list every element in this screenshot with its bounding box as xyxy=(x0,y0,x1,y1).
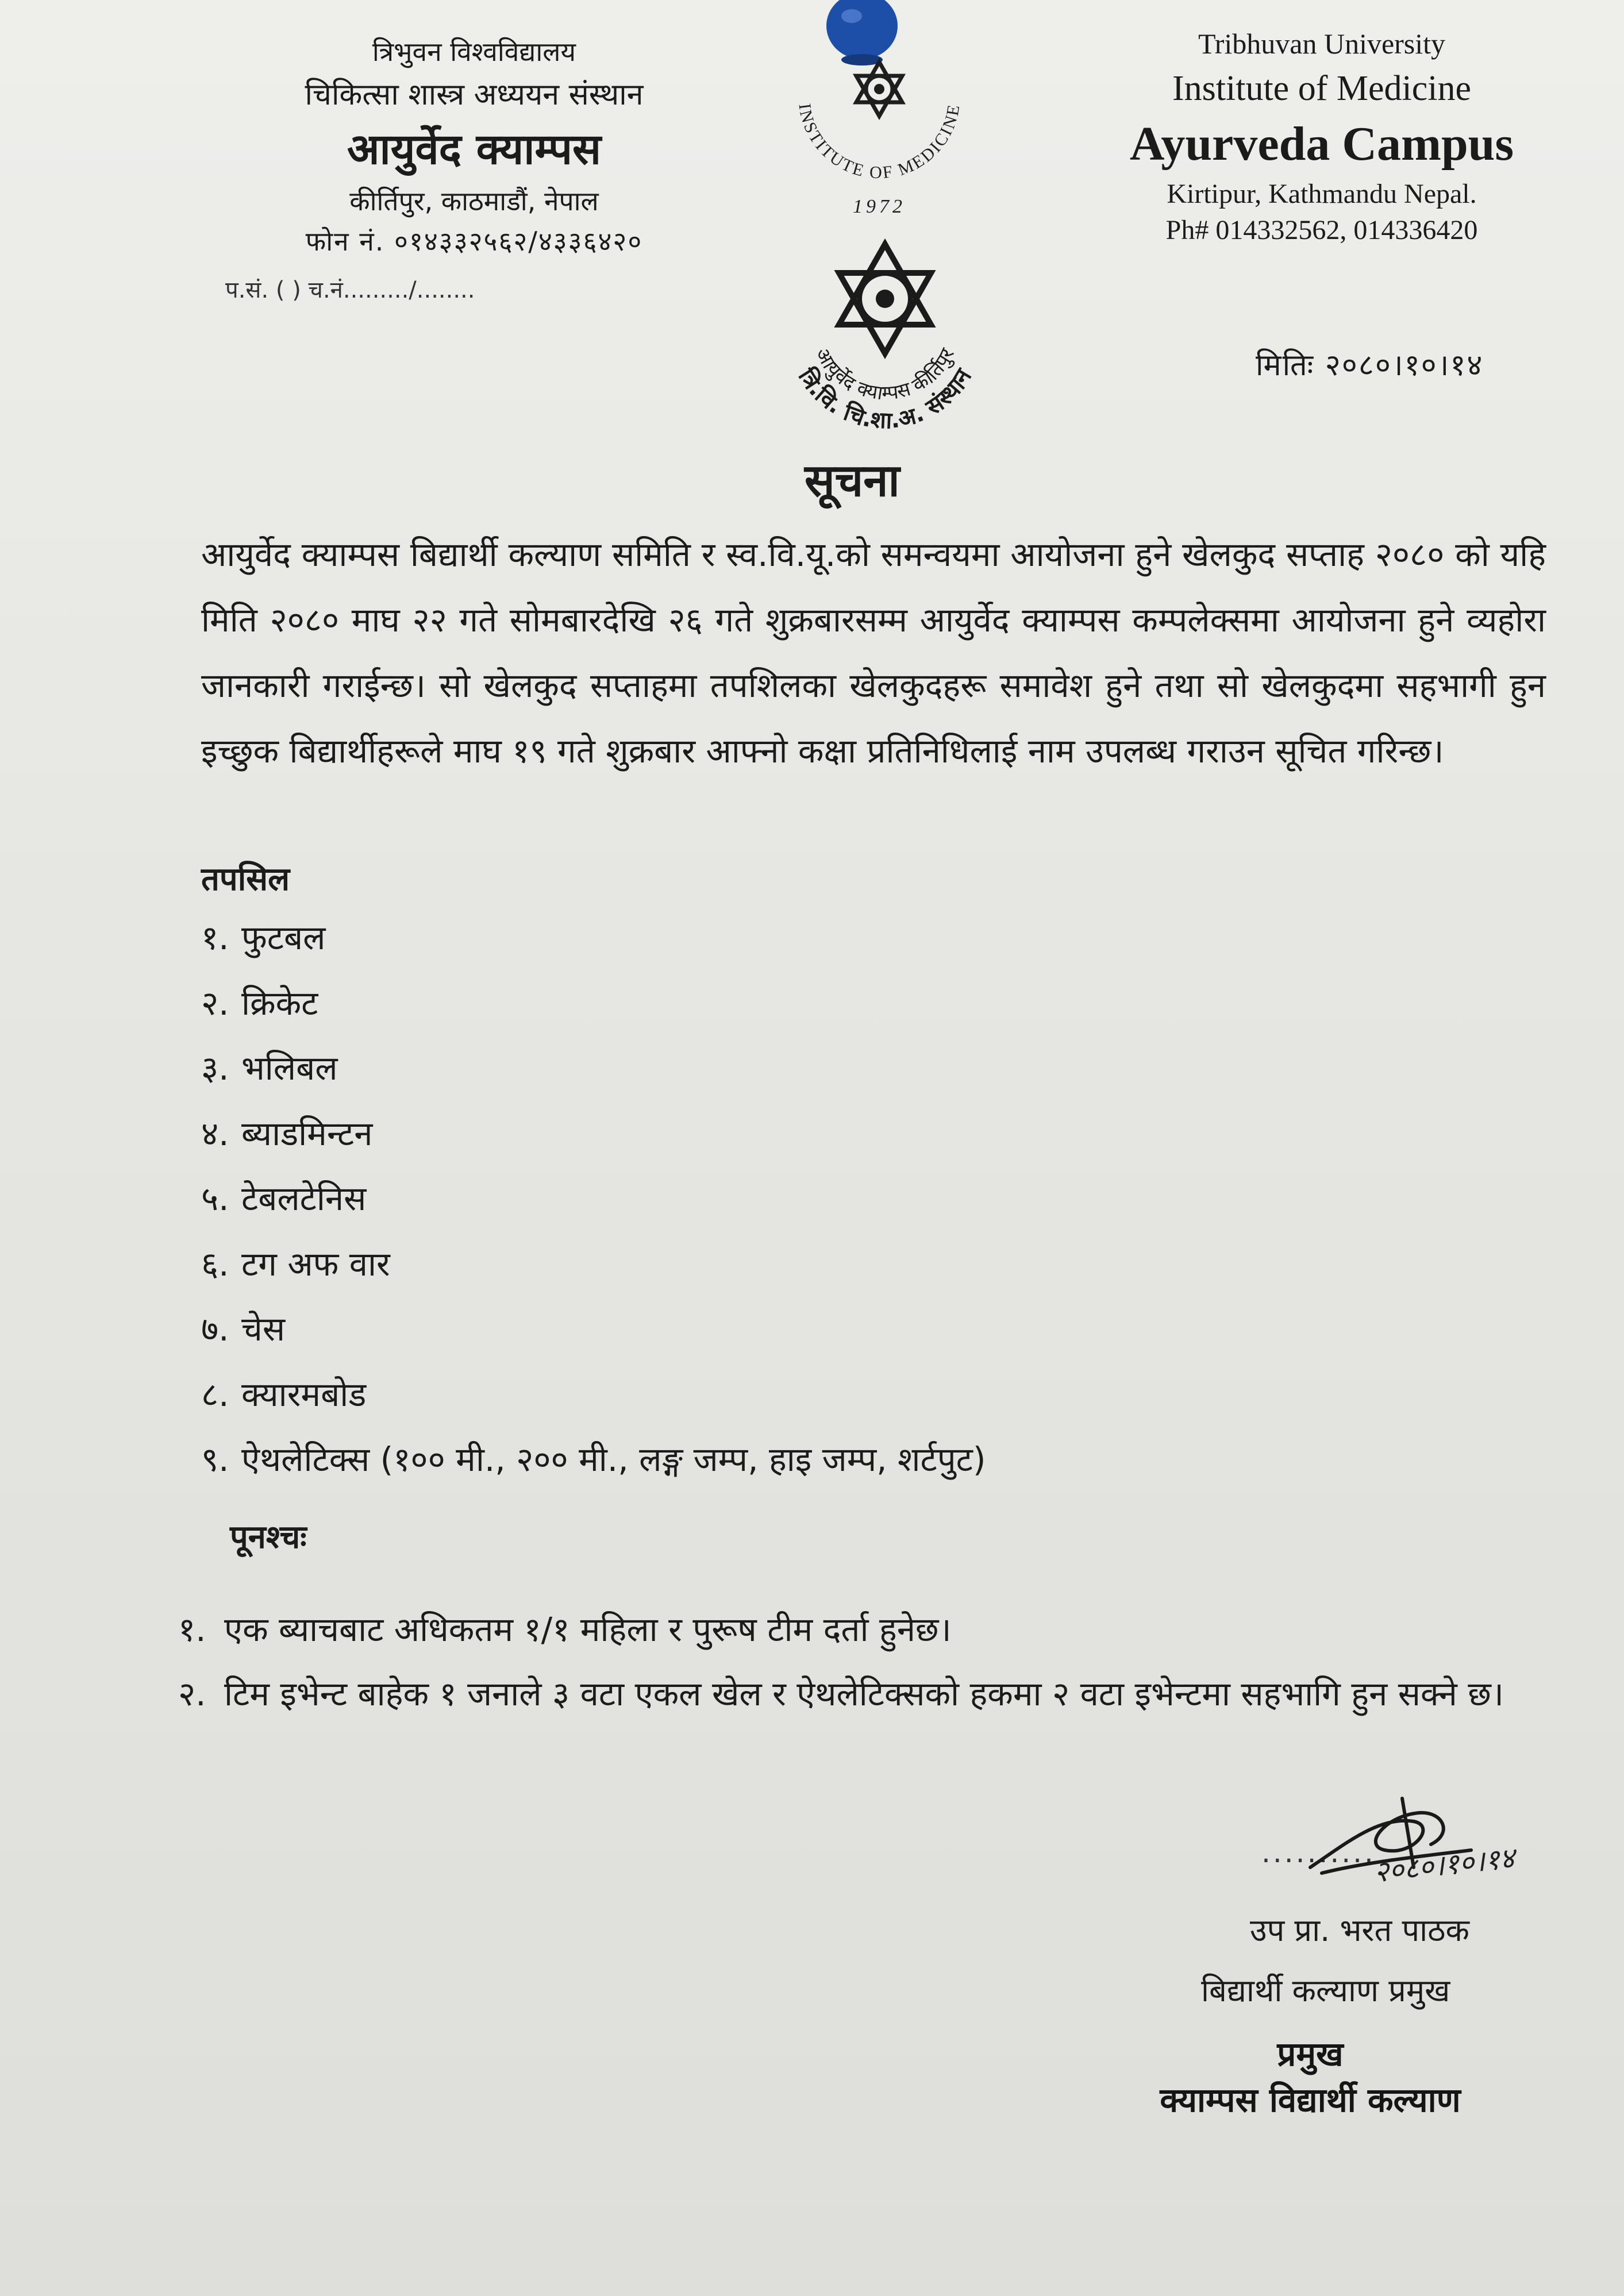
list-item: ५. टेबलटेनिस xyxy=(201,1179,367,1218)
institute-emblem-icon xyxy=(764,46,994,230)
list-item: ७. चेस xyxy=(201,1309,286,1349)
phone-np: फोन नं. ०१४३३२५६२/४३३६४२० xyxy=(305,226,643,257)
signatory-name: उप प्रा. भरत पाठक xyxy=(1250,1912,1469,1948)
signature-date: २०८०।१०।१४ xyxy=(1372,1841,1517,1889)
list-heading: तपसिल xyxy=(201,861,290,898)
official-stamp xyxy=(1138,2031,1483,2123)
stamp-ring-text-2: आयुर्वेद क्याम्पस कीर्तिपुर xyxy=(810,344,960,405)
stamp-ring-text: त्रि.वि. चि.शा.अ. संस्थान xyxy=(792,364,978,434)
institute-name-np: चिकित्सा शास्त्र अध्ययन संस्थान xyxy=(305,78,644,112)
note-item: २. टिम इभेन्ट बाहेक १ जनाले ३ वटा एकल खेल र ऐथलेटिक्सको हकमा २ वटा इभेन्टमा सहभागि हुन सक्ने छ। xyxy=(178,1674,1504,1713)
page-title: सूचना xyxy=(805,455,900,507)
postscript-notes xyxy=(178,1597,1546,1726)
phone-en: Ph# 014332562, 014336420 xyxy=(1165,215,1478,245)
notice-body: आयुर्वेद क्याम्पस बिद्यार्थी कल्याण समिति र स्व.वि.यू.को समन्वयमा आयोजना हुने खेलकुद सप्ताह २०८० को यहि मिति २०८० माघ २२ गते सोमबारदेखि २६ गते शुक्रबारसम्म आयुर्वेद क्याम्पस कम्पलेक्समा आयोजना हुने व्यहोरा जानकारी गराईन्छ। सो खेलकुद सप्ताहमा तपशिलका खेलकुदहरू समावेश हुने तथा सो खेलकुदमा सहभागी हुन इच्छुक बिद्यार्थीहरूले माघ १९ गते शुक्रबार आफ्नो कक्षा प्रतिनिधिलाई नाम उपलब्ध गराउन सूचित गरिन्छ। xyxy=(201,535,1546,771)
list-item: ६. टग अफ वार xyxy=(201,1244,390,1284)
campus-name-np: आयुर्वेद क्याम्पस xyxy=(347,125,602,174)
letterhead-english xyxy=(1069,23,1575,248)
campus-stamp-icon xyxy=(764,233,1006,463)
signatory-role: बिद्यार्थी कल्याण प्रमुख xyxy=(1201,1973,1450,2009)
university-name-en: Tribhuvan University xyxy=(1198,28,1446,60)
campus-name-en: Ayurveda Campus xyxy=(1129,117,1514,171)
stamp-line-1: प्रमुख xyxy=(1277,2035,1344,2074)
emblem-year: 1972 xyxy=(853,196,906,217)
address-np: कीर्तिपुर, काठमाडौं, नेपाल xyxy=(349,186,599,217)
sports-list xyxy=(201,914,986,1501)
address-en: Kirtipur, Kathmandu Nepal. xyxy=(1167,179,1477,209)
list-item: ८. क्यारमबोड xyxy=(201,1374,367,1414)
emblem-ring-text: INSTITUTE OF MEDICINE xyxy=(795,102,964,183)
list-item: ४. ब्याडमिन्टन xyxy=(201,1114,373,1153)
letterhead-nepali xyxy=(218,32,730,261)
list-item: ३. भलिबल xyxy=(201,1049,338,1088)
notice-date: मितिः २०८०।१०।१४ xyxy=(1256,348,1484,383)
university-name-np: त्रिभुवन विश्वविद्यालय xyxy=(372,36,576,67)
list-item: २. क्रिकेट xyxy=(201,983,318,1023)
stamp-line-2: क्याम्पस विद्यार्थी कल्याण xyxy=(1160,2081,1461,2120)
note-item: १. एक ब्याचबाट अधिकतम १/१ महिला र पुरूष टीम दर्ता हुनेछ। xyxy=(178,1610,952,1649)
reference-number: प.सं. ( ) च.नं........./........ xyxy=(225,277,475,303)
signature-dots: .......... xyxy=(1261,1836,1376,1869)
postscript-heading: पूनश्चः xyxy=(230,1519,307,1556)
list-item: ९. ऐथलेटिक्स (१०० मी., २०० मी., लङ्ग जम्प, हाइ जम्प, शर्टपुट) xyxy=(201,1440,986,1479)
list-item: १. फुटबल xyxy=(201,918,326,957)
institute-name-en: Institute of Medicine xyxy=(1172,69,1471,108)
